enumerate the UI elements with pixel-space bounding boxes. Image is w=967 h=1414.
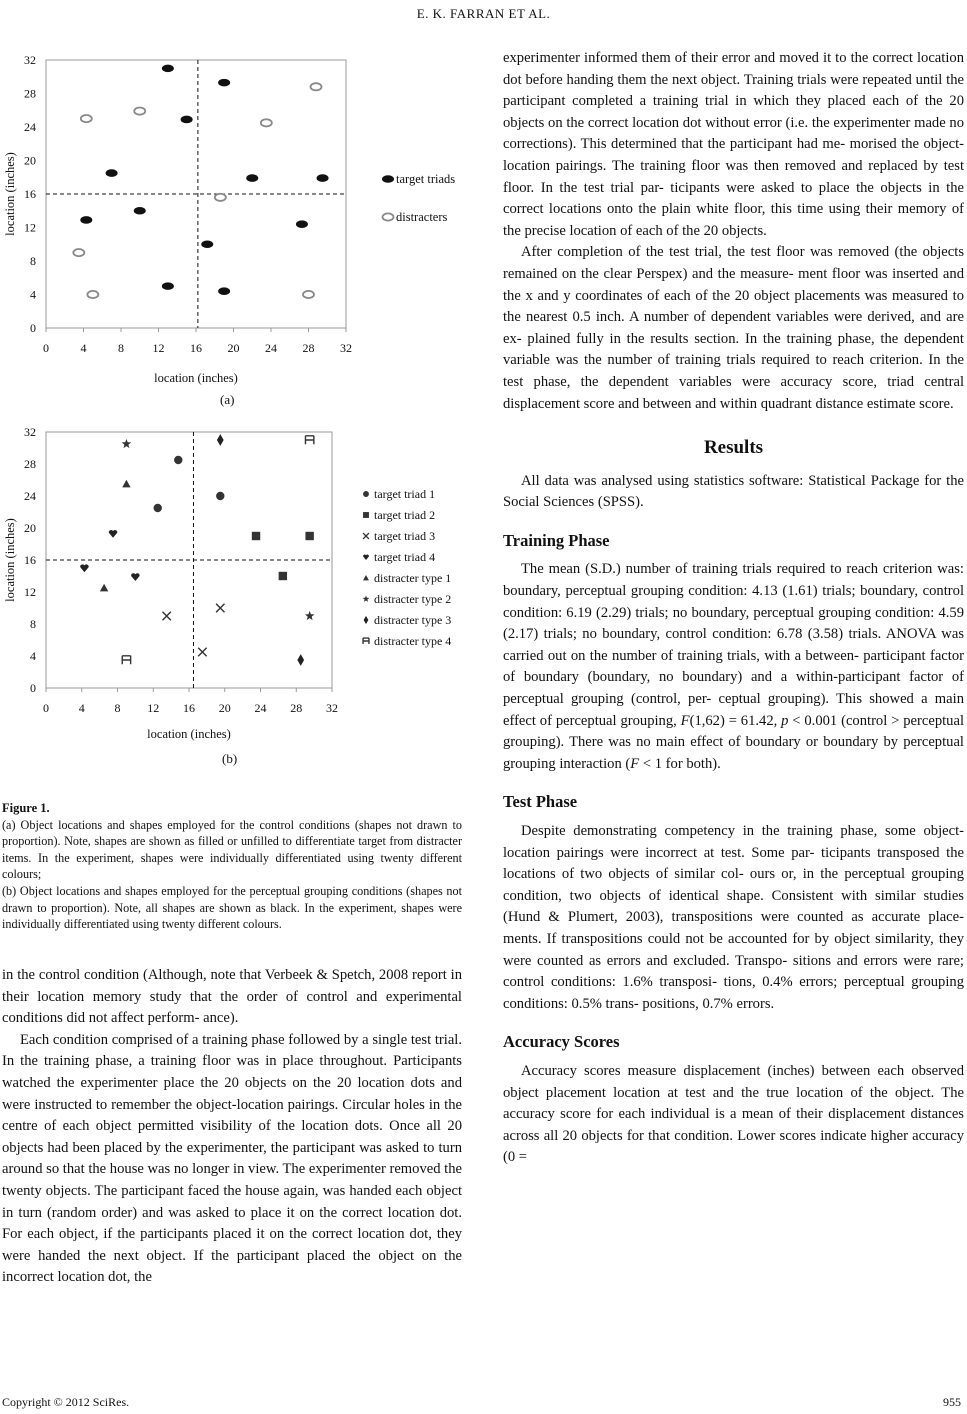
fig-b-x-tick-label: 8 bbox=[114, 701, 121, 715]
right-paragraph-1: experimenter informed them of their error and moved it to the correct location dot before handing them the next object. Training trials were repeated until the participant completed a training trial in which they placed each of the 20 objects on the correct location dot without error (i.e. the experimenter made no corrections). This determined that the participant had me- morised the object-location pairings. The training floor was then removed and replaced by test floor. In the test trial par- ticipants were asked to place the objects in the correct locations onto the plain white floor, this time using their memory of the precise location of each of the 20 objects. bbox=[503, 50, 964, 239]
fig-a-y-tick-label: 0 bbox=[30, 321, 36, 335]
fig-a-y-tick-label: 12 bbox=[24, 220, 36, 235]
figure-b-label: (b) bbox=[222, 751, 238, 766]
fig-a-y-axis-label: location (inches) bbox=[3, 152, 17, 236]
right-paragraph-3: All data was analysed using statistics software: Statistical Package for the Social Sciences (SPSS). bbox=[503, 472, 964, 511]
left-column bbox=[2, 965, 462, 1289]
figure-caption bbox=[2, 800, 462, 933]
fig-a-point bbox=[134, 207, 146, 215]
fig-a-x-axis-label: location (inches) bbox=[154, 371, 238, 385]
figure-a bbox=[0, 48, 470, 408]
fig-b-y-tick-label: 28 bbox=[24, 457, 36, 471]
fig-a-point bbox=[162, 282, 174, 290]
fig-a-point bbox=[246, 174, 258, 182]
fig-b-x-tick-label: 20 bbox=[218, 701, 231, 715]
fig-a-point bbox=[201, 240, 213, 248]
fig-b-legend-marker bbox=[363, 533, 369, 539]
fig-b-y-tick-label: 32 bbox=[24, 425, 36, 439]
fig-b-legend-marker bbox=[363, 491, 369, 497]
fig-a-x-tick-label: 0 bbox=[43, 341, 49, 355]
fig-a-legend-marker bbox=[382, 175, 394, 183]
fig-b-y-tick-label: 16 bbox=[24, 553, 36, 567]
fig-a-legend-label: distracters bbox=[396, 210, 448, 224]
fig-a-x-tick-label: 32 bbox=[340, 341, 352, 355]
fig-b-x-tick-label: 24 bbox=[254, 701, 267, 715]
fig-a-y-tick-label: 4 bbox=[30, 287, 36, 302]
fig-b-point bbox=[252, 532, 260, 540]
right-paragraph-5: Despite demonstrating competency in the training phase, some object-location pairings were incorrect at test. Some par- ticipants transposed the locations of two objects of similar col- ours or, in the perceptual grouping condition, two objects of identical shape. Consistent with similar studies (Hund & Plumert, 2003), transpositions were counted as accurate place- ments. If transpositions could not be accounted for by object similarity, they were counted as errors and excluded. Transpo- sitions and errors were rare; control conditions: 1.6% transposi- tions, 0.4% errors; perceptual grouping conditions: 0.5% trans- positions, 0.7% errors. bbox=[503, 823, 964, 1012]
test-phase-heading: Test Phase bbox=[503, 792, 578, 812]
figure-b-plot bbox=[0, 420, 470, 750]
fig-a-point bbox=[80, 216, 92, 224]
fig-b-legend-marker bbox=[363, 638, 369, 644]
fig-b-y-tick-label: 0 bbox=[30, 681, 36, 695]
accuracy-scores-heading: Accuracy Scores bbox=[503, 1032, 620, 1052]
fig-a-y-tick-label: 28 bbox=[24, 86, 36, 101]
fig-b-legend-marker bbox=[363, 575, 369, 580]
fig-a-point bbox=[134, 107, 145, 114]
fig-a-point bbox=[181, 116, 193, 124]
caption-title: Figure 1. bbox=[2, 801, 50, 815]
fig-b-x-tick-label: 28 bbox=[290, 701, 303, 715]
fig-a-y-tick-label: 24 bbox=[24, 120, 36, 134]
fig-b-legend-label: target triad 3 bbox=[374, 529, 436, 543]
fig-b-legend-marker bbox=[363, 596, 370, 602]
fig-b-y-tick-label: 4 bbox=[30, 649, 36, 663]
fig-b-point bbox=[279, 572, 287, 580]
fig-a-legend-marker bbox=[383, 213, 394, 220]
fig-b-x-tick-label: 4 bbox=[78, 701, 85, 715]
fig-b-legend-marker bbox=[363, 512, 369, 518]
fig-b-legend-label: distracter type 3 bbox=[374, 613, 452, 627]
fig-a-x-tick-label: 28 bbox=[302, 341, 315, 355]
fig-a-point bbox=[81, 115, 92, 122]
fig-b-legend-label: distracter type 1 bbox=[374, 571, 452, 585]
right-paragraph-6: Accuracy scores measure displacement (inches) between each observed object placement location at test and the true location of the object. The accuracy score for each individual is a mean of their displacement distances across all 20 objects for that condition. Lower scores indicate higher accuracy (0 = bbox=[503, 1062, 964, 1166]
fig-a-point bbox=[162, 65, 174, 73]
fig-a-legend-label: target triads bbox=[396, 172, 456, 186]
right-paragraph-2: After completion of the test trial, the test floor was removed (the objects remained on the clear Perspex) and the measure- ment floor was inserted and the x and y coordinates of each of the 20 object placements was measured to the nearest 0.5 inch. A number of dependent variables were derived, and are ex- plained fully in the results section. In the training phase, the dependent variable was the number of training trials required to reach criterion. In the test phase, the dependent variables were accuracy score, triad central displacement score and between and within quadrant distance estimate score. bbox=[503, 244, 964, 412]
results-heading: Results bbox=[703, 437, 764, 459]
footer-copyright: Copyright © 2012 SciRes. bbox=[2, 1395, 130, 1409]
fig-a-point bbox=[311, 83, 322, 90]
fig-b-y-tick-label: 12 bbox=[24, 585, 36, 599]
left-paragraph-1: in the control condition (Although, note that Verbeek & Spetch, 2008 report in their location memory study that the order of control and experimental conditions did not affect perform- ance). bbox=[2, 967, 462, 1027]
fig-a-y-tick-label: 20 bbox=[24, 153, 36, 168]
figure-a-label: (a) bbox=[220, 392, 235, 407]
fig-b-y-tick-label: 20 bbox=[24, 521, 36, 535]
fig-b-legend-marker bbox=[363, 555, 369, 560]
right-column bbox=[503, 48, 964, 1169]
running-head: E. K. FARRAN ET AL. bbox=[416, 6, 551, 21]
fig-a-point bbox=[87, 291, 98, 298]
fig-b-legend-label: target triad 2 bbox=[374, 508, 436, 522]
fig-a-y-tick-label: 32 bbox=[24, 53, 36, 67]
fig-b-x-axis-label: location (inches) bbox=[147, 727, 231, 741]
fig-b-legend-label: target triad 4 bbox=[374, 550, 436, 564]
fig-a-point bbox=[218, 287, 230, 295]
fig-b-point bbox=[174, 456, 182, 464]
figure-a-plot bbox=[0, 48, 470, 388]
fig-b-legend-marker bbox=[364, 616, 369, 624]
caption-text-a: (a) Object locations and shapes employed for the control conditions (shapes not drawn to proportion). Note, shapes are shown as filled or unfilled to differentiate target from distracter items. In the experiment, shapes were individually differentiated using twenty different colours; bbox=[2, 817, 462, 882]
fig-a-point bbox=[261, 119, 272, 126]
fig-b-point bbox=[154, 504, 162, 512]
fig-a-point bbox=[106, 169, 118, 177]
fig-b-y-axis-label: location (inches) bbox=[3, 518, 17, 602]
fig-b-x-tick-label: 0 bbox=[43, 701, 49, 715]
fig-b-point bbox=[305, 532, 313, 540]
fig-b-x-tick-label: 12 bbox=[147, 701, 160, 715]
caption-text-b: (b) Object locations and shapes employed for the perceptual grouping conditions (shapes not drawn to proportion). Note, all shapes are shown as black. In the experiment, shapes were individually differentiated using twenty different colours. bbox=[2, 883, 462, 932]
fig-a-point bbox=[73, 249, 84, 256]
fig-a-y-tick-label: 8 bbox=[30, 254, 36, 268]
fig-a-x-tick-label: 12 bbox=[152, 341, 165, 355]
footer-page-number: 955 bbox=[943, 1395, 961, 1409]
fig-a-point bbox=[296, 220, 308, 228]
fig-a-point bbox=[218, 79, 230, 87]
training-phase-heading: Training Phase bbox=[503, 530, 610, 550]
fig-a-x-tick-label: 8 bbox=[118, 341, 124, 355]
fig-a-x-tick-label: 16 bbox=[190, 341, 202, 355]
fig-a-y-tick-label: 16 bbox=[24, 187, 36, 201]
fig-b-y-tick-label: 8 bbox=[30, 617, 36, 631]
fig-b-legend-label: target triad 1 bbox=[374, 487, 436, 501]
fig-b-point bbox=[216, 492, 224, 500]
fig-b-y-tick-label: 24 bbox=[24, 489, 36, 503]
fig-a-x-tick-label: 24 bbox=[265, 341, 277, 355]
fig-a-x-tick-label: 4 bbox=[80, 341, 87, 355]
fig-a-point bbox=[303, 291, 314, 298]
fig-b-legend-label: distracter type 2 bbox=[374, 592, 452, 606]
fig-a-point bbox=[215, 194, 226, 201]
fig-b-legend-label: distracter type 4 bbox=[374, 634, 452, 648]
left-paragraph-2: Each condition comprised of a training phase followed by a single test trial. In the training phase, a training floor was in place throughout. Participants watched the experimenter place the 20 objects on the 20 location dots and were instructed to remember the object-location pairings. Circular holes in the centre of each object permitted visibility of the location dots. Once all 20 objects had been placed by the experimenter, the participant was asked to turn around so that the house was no longer in view. The experimenter removed the twenty objects. The participant faced the house again, was handed each object in turn (random order) and was asked to place it on the correct location dot. For each object, if the participants placed it on the correct location dot, they were handed the next object. If the participant placed the object on the incorrect location dot, the bbox=[2, 1031, 462, 1286]
right-paragraph-4: The mean (S.D.) number of training trials required to reach criterion was: boundary, perceptual grouping condition: 4.13 (1.61) trials; boundary, control condition: 6.19 (2.29) trials; no boundary, perceptual grouping condition: 4.59 (2.17) trials; no boundary, control condition: 6.78 (3.58) trials. ANOVA was carried out on the number of training trials, with a between- participant factor of boundary (boundary, no boundary) and a within-participant factor of perceptual grouping (control, per- ceptual grouping). This showed a main effect of perceptual grouping, F(1,62) = 61.42, p < 0.001 (control > perceptual grouping). There was no main effect of boundary or boundary by perceptual grouping interaction (F < 1 for both). bbox=[503, 561, 964, 772]
fig-a-point bbox=[317, 174, 329, 182]
fig-b-x-tick-label: 32 bbox=[326, 701, 338, 715]
figure-b bbox=[0, 420, 470, 750]
fig-b-x-tick-label: 16 bbox=[183, 701, 195, 715]
fig-a-x-tick-label: 20 bbox=[227, 341, 240, 355]
